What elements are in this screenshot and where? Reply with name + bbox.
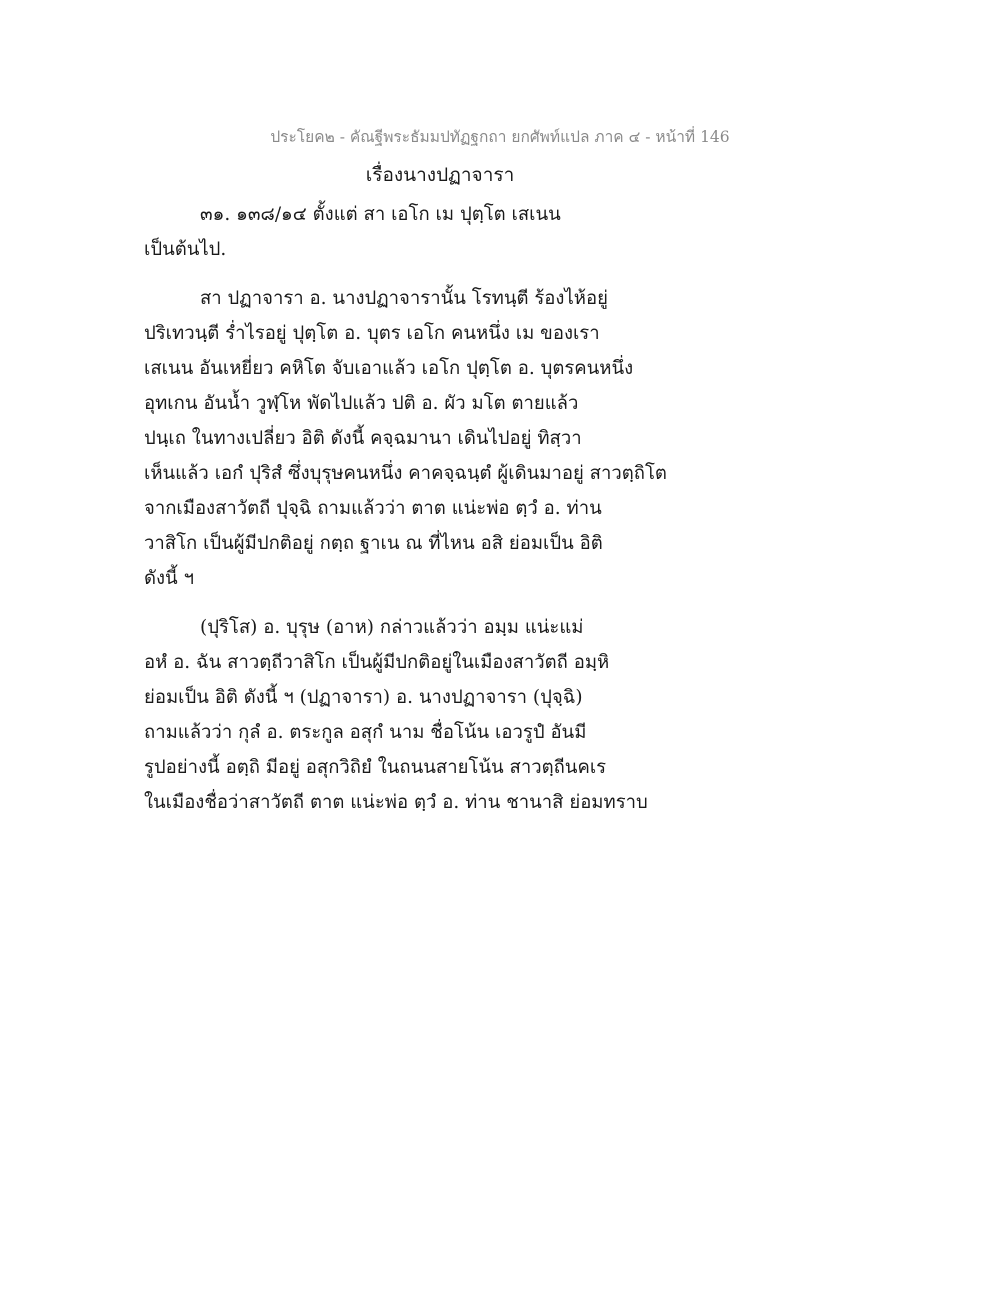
text-line: ๓๑. ๑๓๘/๑๔ ตั้งแต่ สา เอโก เม ปุตฺโต เสเนน [200,204,561,225]
text-line: จากเมืองสาวัตถี ปุจฺฉิ ถามแล้วว่า ตาต แน่ะพ่อ ตฺวํ อ. ท่าน [144,498,602,519]
text-line: ดังนี้ ฯ [144,568,194,589]
text-line: (ปุริโส) อ. บุรุษ (อาห) กล่าวแล้วว่า อมฺม แน่ะแม่ [200,617,584,638]
text-line: ปนฺเถ ในทางเปลี่ยว อิติ ดังนี้ คจฺฉมานา เดินไปอยู่ ทิสฺวา [144,428,582,449]
text-line: เป็นต้นไป. [144,239,227,260]
paragraph-1 [144,197,744,267]
text-line: ถามแล้วว่า กุลํ อ. ตระกูล อสุกํ นาม ชื่อโน้น เอวรูปํ อันมี [144,722,587,743]
paragraph-3 [144,610,744,820]
story-title: เรื่องนางปฏาจารา [365,164,515,186]
text-line: วาสิโก เป็นผู้มีปกติอยู่ กตฺถ ฐาเน ณ ที่ไหน อสิ ย่อมเป็น อิติ [144,533,603,554]
text-line: อุทเกน อันน้ำ วูฬฺโห พัดไปแล้ว ปติ อ. ผัว มโต ตายแล้ว [144,393,579,414]
running-header: ประโยค๒ - คัณฐีพระธัมมปทัฏฐกถา ยกศัพท์แปล ภาค ๔ - หน้าที่ 146 [270,128,730,146]
body-text [144,197,744,820]
text-line: รูปอย่างนี้ อตฺถิ มีอยู่ อสุกวิถิยํ ในถนนสายโน้น สาวตฺถีนคเร [144,757,607,778]
text-line: ในเมืองชื่อว่าสาวัตถี ตาต แน่ะพ่อ ตฺวํ อ. ท่าน ชานาสิ ย่อมทราบ [144,792,648,813]
text-line: เสเนน อันเหยี่ยว คหิโต จับเอาแล้ว เอโก ปุตฺโต อ. บุตรคนหนึ่ง [144,358,634,379]
text-line: ปริเทวนฺตี ร่ำไรอยู่ ปุตฺโต อ. บุตร เอโก คนหนึ่ง เม ของเรา [144,323,600,344]
text-line: อหํ อ. ฉัน สาวตฺถีวาสิโก เป็นผู้มีปกติอยู่ในเมืองสาวัตถี อมฺหิ [144,652,610,673]
text-line: สา ปฏาจารา อ. นางปฏาจารานั้น โรทนฺตี ร้องไห้อยู่ [200,288,608,309]
text-line: ย่อมเป็น อิติ ดังนี้ ฯ (ปฏาจารา) อ. นางปฏาจารา (ปุจฺฉิ) [144,687,583,708]
text-line: เห็นแล้ว เอกํ ปุริสํ ซึ่งบุรุษคนหนึ่ง คาคจฺฉนฺตํ ผู้เดินมาอยู่ สาวตฺถิโต [144,463,667,484]
paragraph-2 [144,281,744,596]
